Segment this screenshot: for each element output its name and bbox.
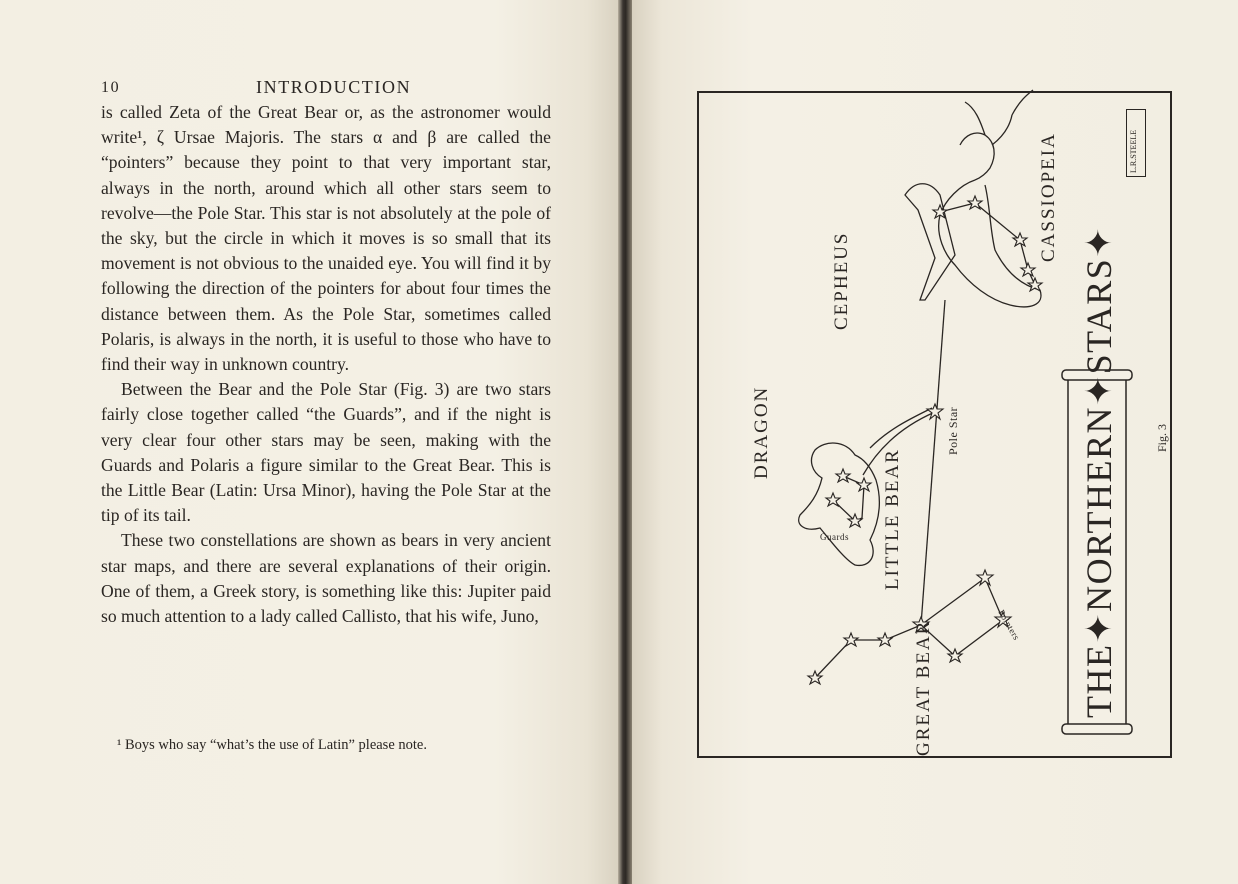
pointer-line <box>921 300 945 625</box>
star-icon <box>878 633 892 646</box>
star-icon <box>836 469 850 482</box>
label-cassiopeia: CASSIOPEIA <box>1038 132 1059 262</box>
star-icon <box>927 404 943 419</box>
artist-name: L.R.STEELE <box>1129 129 1138 173</box>
label-guards: Guards <box>820 532 849 542</box>
star-icon <box>1021 263 1035 276</box>
paragraph: is called Zeta of the Great Bear or, as the astronomer would write¹, ζ Ursae Majoris. The stars α and β are called the “pointers” because they point to that very important star, always in the north, around which all other stars seem to revolve—the Pole Star. This star is not absolutely at the pole of the sky, but the circle in which it moves is so small that its movement is not obvious to the unaided eye. You will find it by following the direction of the pointers for about four times the distance between them. As the Pole Star, sometimes called Polaris, is always in the north, it is useful to those who have to find their way in unknown country. <box>101 102 551 375</box>
label-pointers: Pointers <box>996 608 1022 643</box>
cassiopeia-arms <box>965 90 1033 145</box>
label-dragon: DRAGON <box>751 385 772 479</box>
figure-caption: Fig. 3 <box>1155 423 1169 452</box>
artist-signature <box>1126 109 1146 177</box>
label-little-bear: LITTLE BEAR <box>882 448 903 590</box>
figure-title-scroll <box>1061 226 1131 734</box>
figure-title: THE✦NORTHERN✦STARS✦ <box>1079 226 1119 718</box>
star-icon <box>1013 233 1027 246</box>
chapter-title: INTRODUCTION <box>256 77 412 97</box>
paragraph: Between the Bear and the Pole Star (Fig. 3) are two stars fairly close together called “the Guards”, and if the night is very clear four other stars may be seen, making with the Guards and Polaris a figure similar to the Great Bear. This is the Little Bear (Latin: Ursa Minor), having the Pole Star at the tip of its tail. <box>101 379 551 526</box>
little-bear-figure <box>799 443 880 565</box>
paragraph: These two constellations are shown as bears in very ancient star maps, and there are several explanations of their origin. One of them, a Greek story, is something like this: Jupiter paid so much attention to a lady called Callisto, that his wife, Juno, <box>101 530 551 627</box>
footnote: ¹ Boys who say “what’s the use of Latin” please note. <box>117 737 427 753</box>
little-bear-tail-outline <box>870 408 932 448</box>
page-number: 10 <box>101 79 121 96</box>
cassiopeia-head <box>960 133 994 180</box>
cassiopeia-body <box>939 180 1041 307</box>
label-great-bear: GREAT BEAR <box>913 619 934 756</box>
great-bear-lines <box>815 578 1003 678</box>
label-pole-star: Pole Star <box>946 406 960 455</box>
star-icon <box>844 633 858 646</box>
label-cepheus: CEPHEUS <box>831 231 852 330</box>
